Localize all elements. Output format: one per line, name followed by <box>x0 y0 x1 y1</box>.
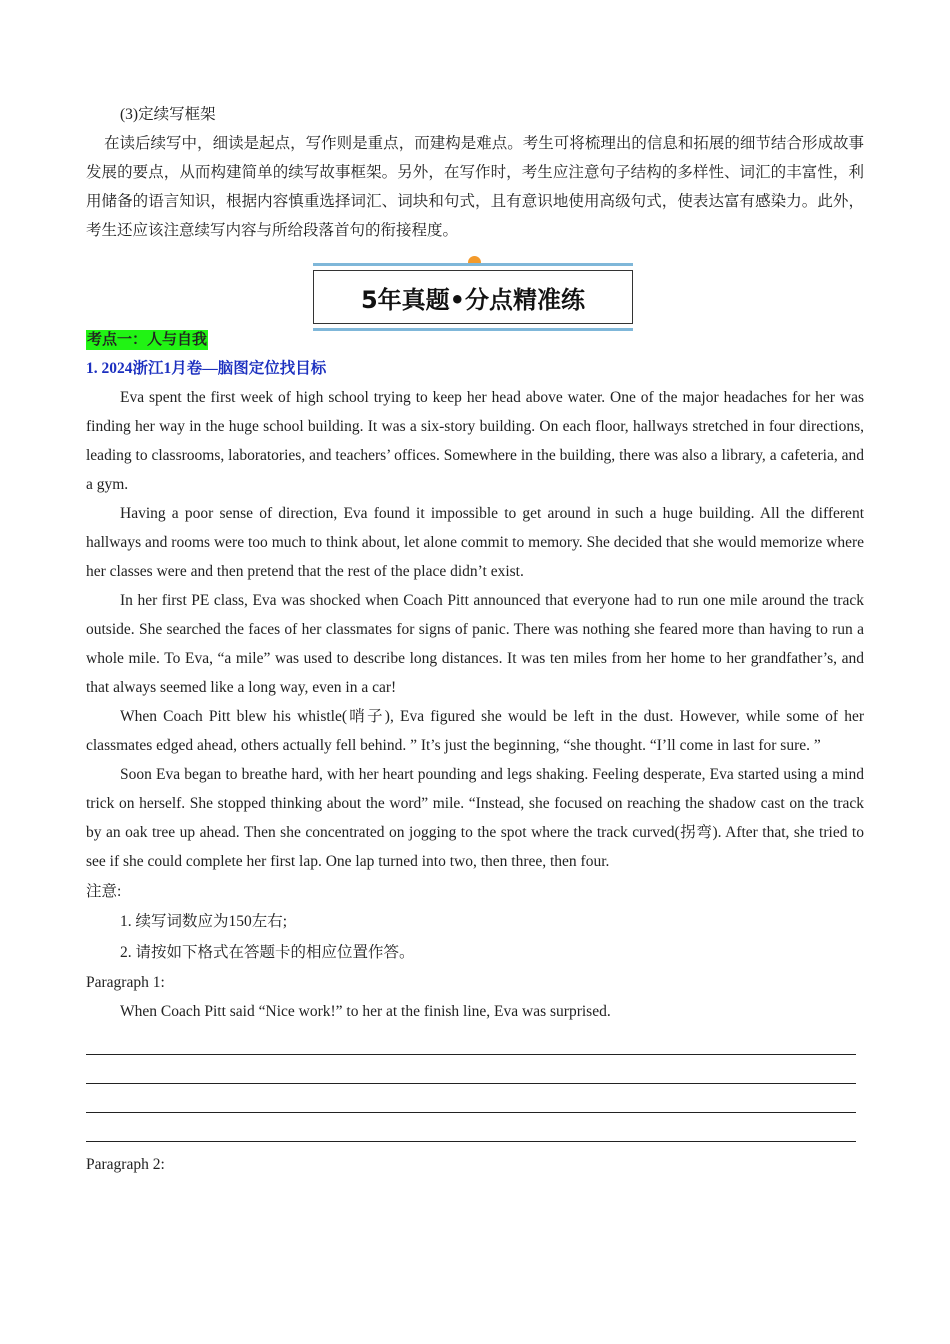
note-item: 2. 请按如下格式在答题卡的相应位置作答。 <box>120 944 415 961</box>
story-paragraph: Having a poor sense of direction, Eva found it impossible to get around in such a huge building. All the different hallways and rooms were too much to think about, let alone commit to memory. She decided that she would memorize where her classes were and then pretend that the rest of the place didn’t exist. <box>86 505 864 580</box>
intro-heading: (3)定续写框架 <box>120 106 216 123</box>
note-item: 1. 续写词数应为150左右; <box>120 913 288 930</box>
story-paragraph: Soon Eva began to breathe hard, with her heart pounding and legs shaking. Feeling desperate, Eva started using a mind trick on herself. She stopped thinking about the word” mile. “Instead, she focused on reaching the shadow cast on the track by an oak tree up ahead. Then she concentrated on jogging to the spot where the track curved(拐弯). After that, she tried to see if she could complete her first lap. One lap turned into two, then three, then four. <box>86 766 864 870</box>
story-paragraph: Eva spent the first week of high school trying to keep her head above water. One of the major headaches for her was finding her way in the huge school building. It was a six-story building. On each floor, hallways stretched in four directions, leading to classrooms, laboratories, and teachers’ offices. Somewhere in the building, there was also a library, a cafeteria, and a gym. <box>86 389 864 493</box>
paragraph1-label: Paragraph 1: <box>86 974 165 991</box>
section-banner <box>86 253 864 333</box>
paragraph1-first-sentence: When Coach Pitt said “Nice work!” to her at the finish line, Eva was surprised. <box>120 1003 611 1020</box>
answer-line[interactable] <box>86 1084 856 1113</box>
story-paragraph: When Coach Pitt blew his whistle(哨子), Eva figured she would be left in the dust. However, while some of her classmates edged ahead, others actually fell behind. ” It’s just the beginning, “she thought. “I’ll come in last for sure. ” <box>86 708 864 754</box>
banner-frame <box>313 263 633 331</box>
notes-label: 注意: <box>86 883 122 900</box>
paragraph2-label: Paragraph 2: <box>86 1156 165 1173</box>
question-title: 1. 2024浙江1月卷—脑图定位找目标 <box>86 360 327 377</box>
intro-body: 在读后续写中，细读是起点，写作则是重点，而建构是难点。考生可将梳理出的信息和拓展的细节结合形成故事发展的要点，从而构建简单的续写故事框架。另外，在写作时，考生应注意句子结构的多样性、词汇的丰富性，利用储备的语言知识，根据内容慎重选择词汇、词块和句式，且有意识地使用高级句式，使表达富有感染力。此外，考生还应该注意续写内容与所给段落首句的衔接程度。 <box>86 135 864 239</box>
answer-line[interactable] <box>86 1055 856 1084</box>
answer-line[interactable] <box>86 1026 856 1055</box>
banner-title: 5年真题•分点精准练 <box>313 270 633 324</box>
story-paragraph: In her first PE class, Eva was shocked when Coach Pitt announced that everyone had to run one mile around the track outside. She searched the faces of her classmates for signs of panic. There was nothing she feared more than having to run a whole mile. To Eva, “a mile” was used to describe long distances. It was ten miles from her home to her grandfather’s, and that always seemed like a long way, even in a car! <box>86 592 864 696</box>
document-page <box>86 100 864 1179</box>
answer-line[interactable] <box>86 1113 856 1142</box>
section-tag: 考点一：人与自我 <box>87 332 208 348</box>
